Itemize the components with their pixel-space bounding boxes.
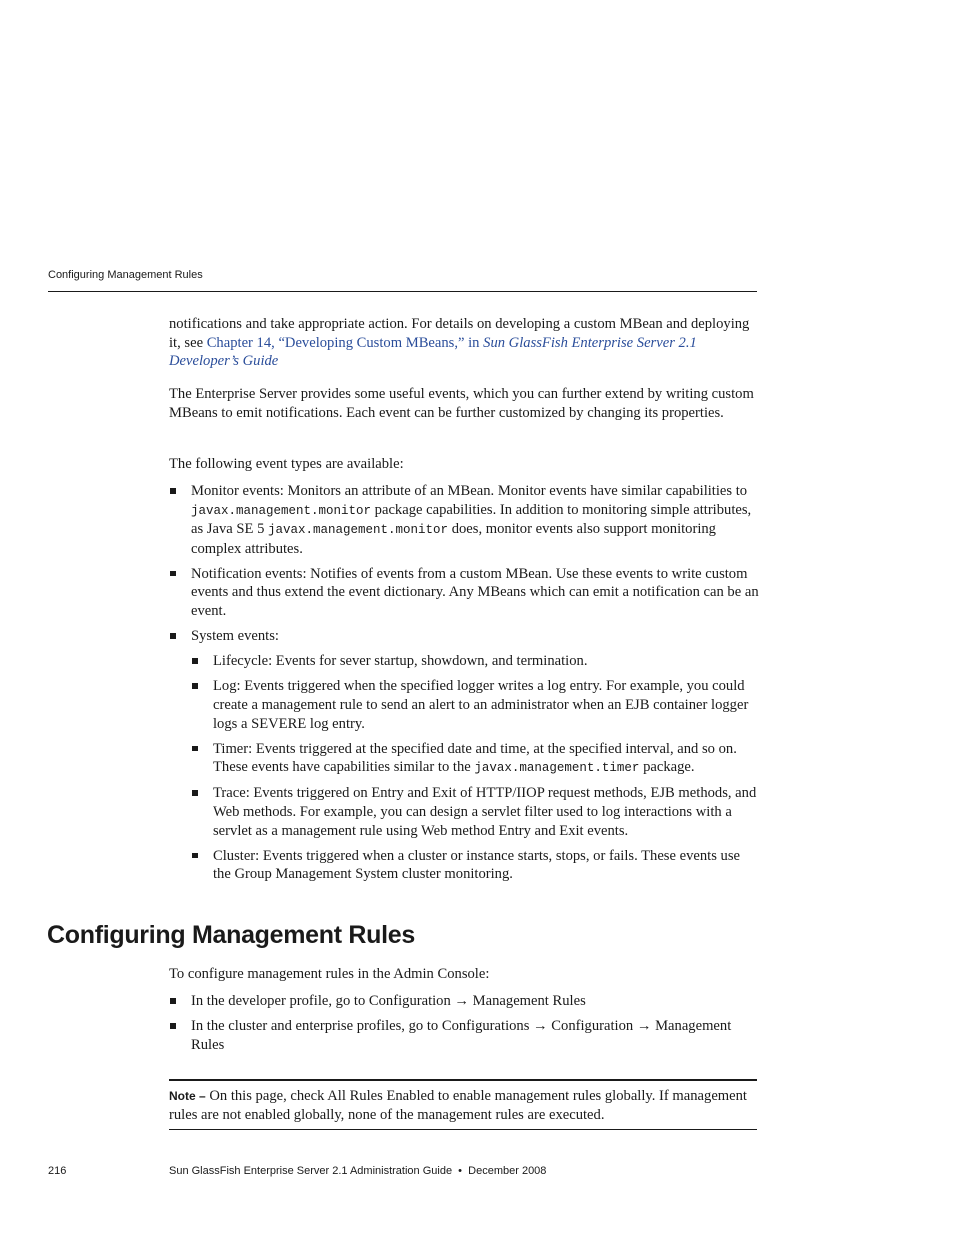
- note-box: [169, 1087, 759, 1124]
- book-title-link-text: Sun GlassFish Enterprise Server 2.1 Developer’s Guide: [169, 334, 697, 370]
- header-rule: [48, 291, 757, 292]
- navigation-steps-list: [169, 992, 759, 1061]
- system-events-sublist: [191, 652, 759, 884]
- footer-book-title: [169, 1165, 546, 1177]
- monitor-text-3: does, monitor events also support monitoring complex attributes.: [191, 521, 716, 557]
- intro-paragraph-1-text: notifications and take appropriate action. For details on developing a custom MBean and deploying it, see: [169, 316, 750, 351]
- chapter-link[interactable]: [169, 335, 697, 370]
- monitor-code-1: javax.management.monitor: [191, 503, 372, 518]
- timer-text-1: Timer: Events triggered at the specified date and time, at the specified interval, and so on. These events have capabilities similar to the: [213, 740, 737, 776]
- list-item-cluster: Cluster: Events triggered when a cluster or instance starts, stops, or fails. These events use the Group Management System cluster monitoring.: [191, 847, 759, 884]
- chapter-link-text: Chapter 14, “Developing Custom MBeans,” in: [206, 334, 484, 351]
- note-bottom-rule: [169, 1129, 757, 1130]
- list-item-cluster-profiles: In the cluster and enterprise profiles, go to Configurations → Configuration → Management Rules: [169, 1017, 759, 1054]
- list-item-timer: [191, 740, 759, 778]
- footer-book-title-text: Sun GlassFish Enterprise Server 2.1 Administration Guide • December 2008: [169, 1165, 547, 1177]
- list-item-monitor-events: [169, 482, 759, 558]
- running-header: Configuring Management Rules: [48, 269, 203, 281]
- list-item-system-events: [169, 627, 759, 884]
- event-types-list: [169, 482, 759, 890]
- intro-paragraph-3: The following event types are available:: [169, 456, 404, 472]
- monitor-text-2: package capabilities. In addition to monitoring simple attributes, as Java SE 5: [191, 501, 752, 538]
- list-item-notification-events: Notification events: Notifies of events from a custom MBean. Use these events to write custom events and thus extend the event dictionary. Any MBeans which can emit a notification can be an event.: [169, 565, 759, 621]
- monitor-text-1: Monitor events: Monitors an attribute of an MBean. Monitor events have similar capabilities to: [191, 483, 748, 499]
- timer-code: javax.management.timer: [474, 761, 640, 776]
- timer-text-2: package.: [639, 759, 695, 776]
- list-item-log: Log: Events triggered when the specified logger writes a log entry. For example, you could create a management rule to send an alert to an administrator when an EJB container logger logs a SEVERE log entry.: [191, 677, 759, 733]
- note-text: On this page, check All Rules Enabled to enable management rules globally. If management rules are not enabled globally, none of the management rules are executed.: [169, 1088, 747, 1123]
- section-intro: To configure management rules in the Admin Console:: [169, 966, 490, 982]
- page-number: 216: [48, 1165, 67, 1177]
- system-events-label: System events:: [191, 628, 279, 645]
- intro-paragraph-1: [169, 315, 759, 371]
- note-top-rule: [169, 1079, 757, 1081]
- monitor-code-2: javax.management.monitor: [268, 523, 449, 538]
- list-item-trace: Trace: Events triggered on Entry and Exit of HTTP/IIOP request methods, EJB methods, and Web methods. For example, you can design a servlet filter used to log interactions with a servlet as a management rule using Web method Entry and Exit events.: [191, 784, 759, 840]
- section-heading: Configuring Management Rules: [47, 921, 416, 949]
- intro-paragraph-2: The Enterprise Server provides some useful events, which you can further extend by writing custom MBeans to emit notifications. Each event can be further customized by changing its properties.: [169, 386, 754, 421]
- note-label: Note –: [169, 1089, 206, 1103]
- list-item-developer-profile: In the developer profile, go to Configuration → Management Rules: [169, 992, 759, 1011]
- list-item-lifecycle: Lifecycle: Events for sever startup, showdown, and termination.: [191, 652, 759, 671]
